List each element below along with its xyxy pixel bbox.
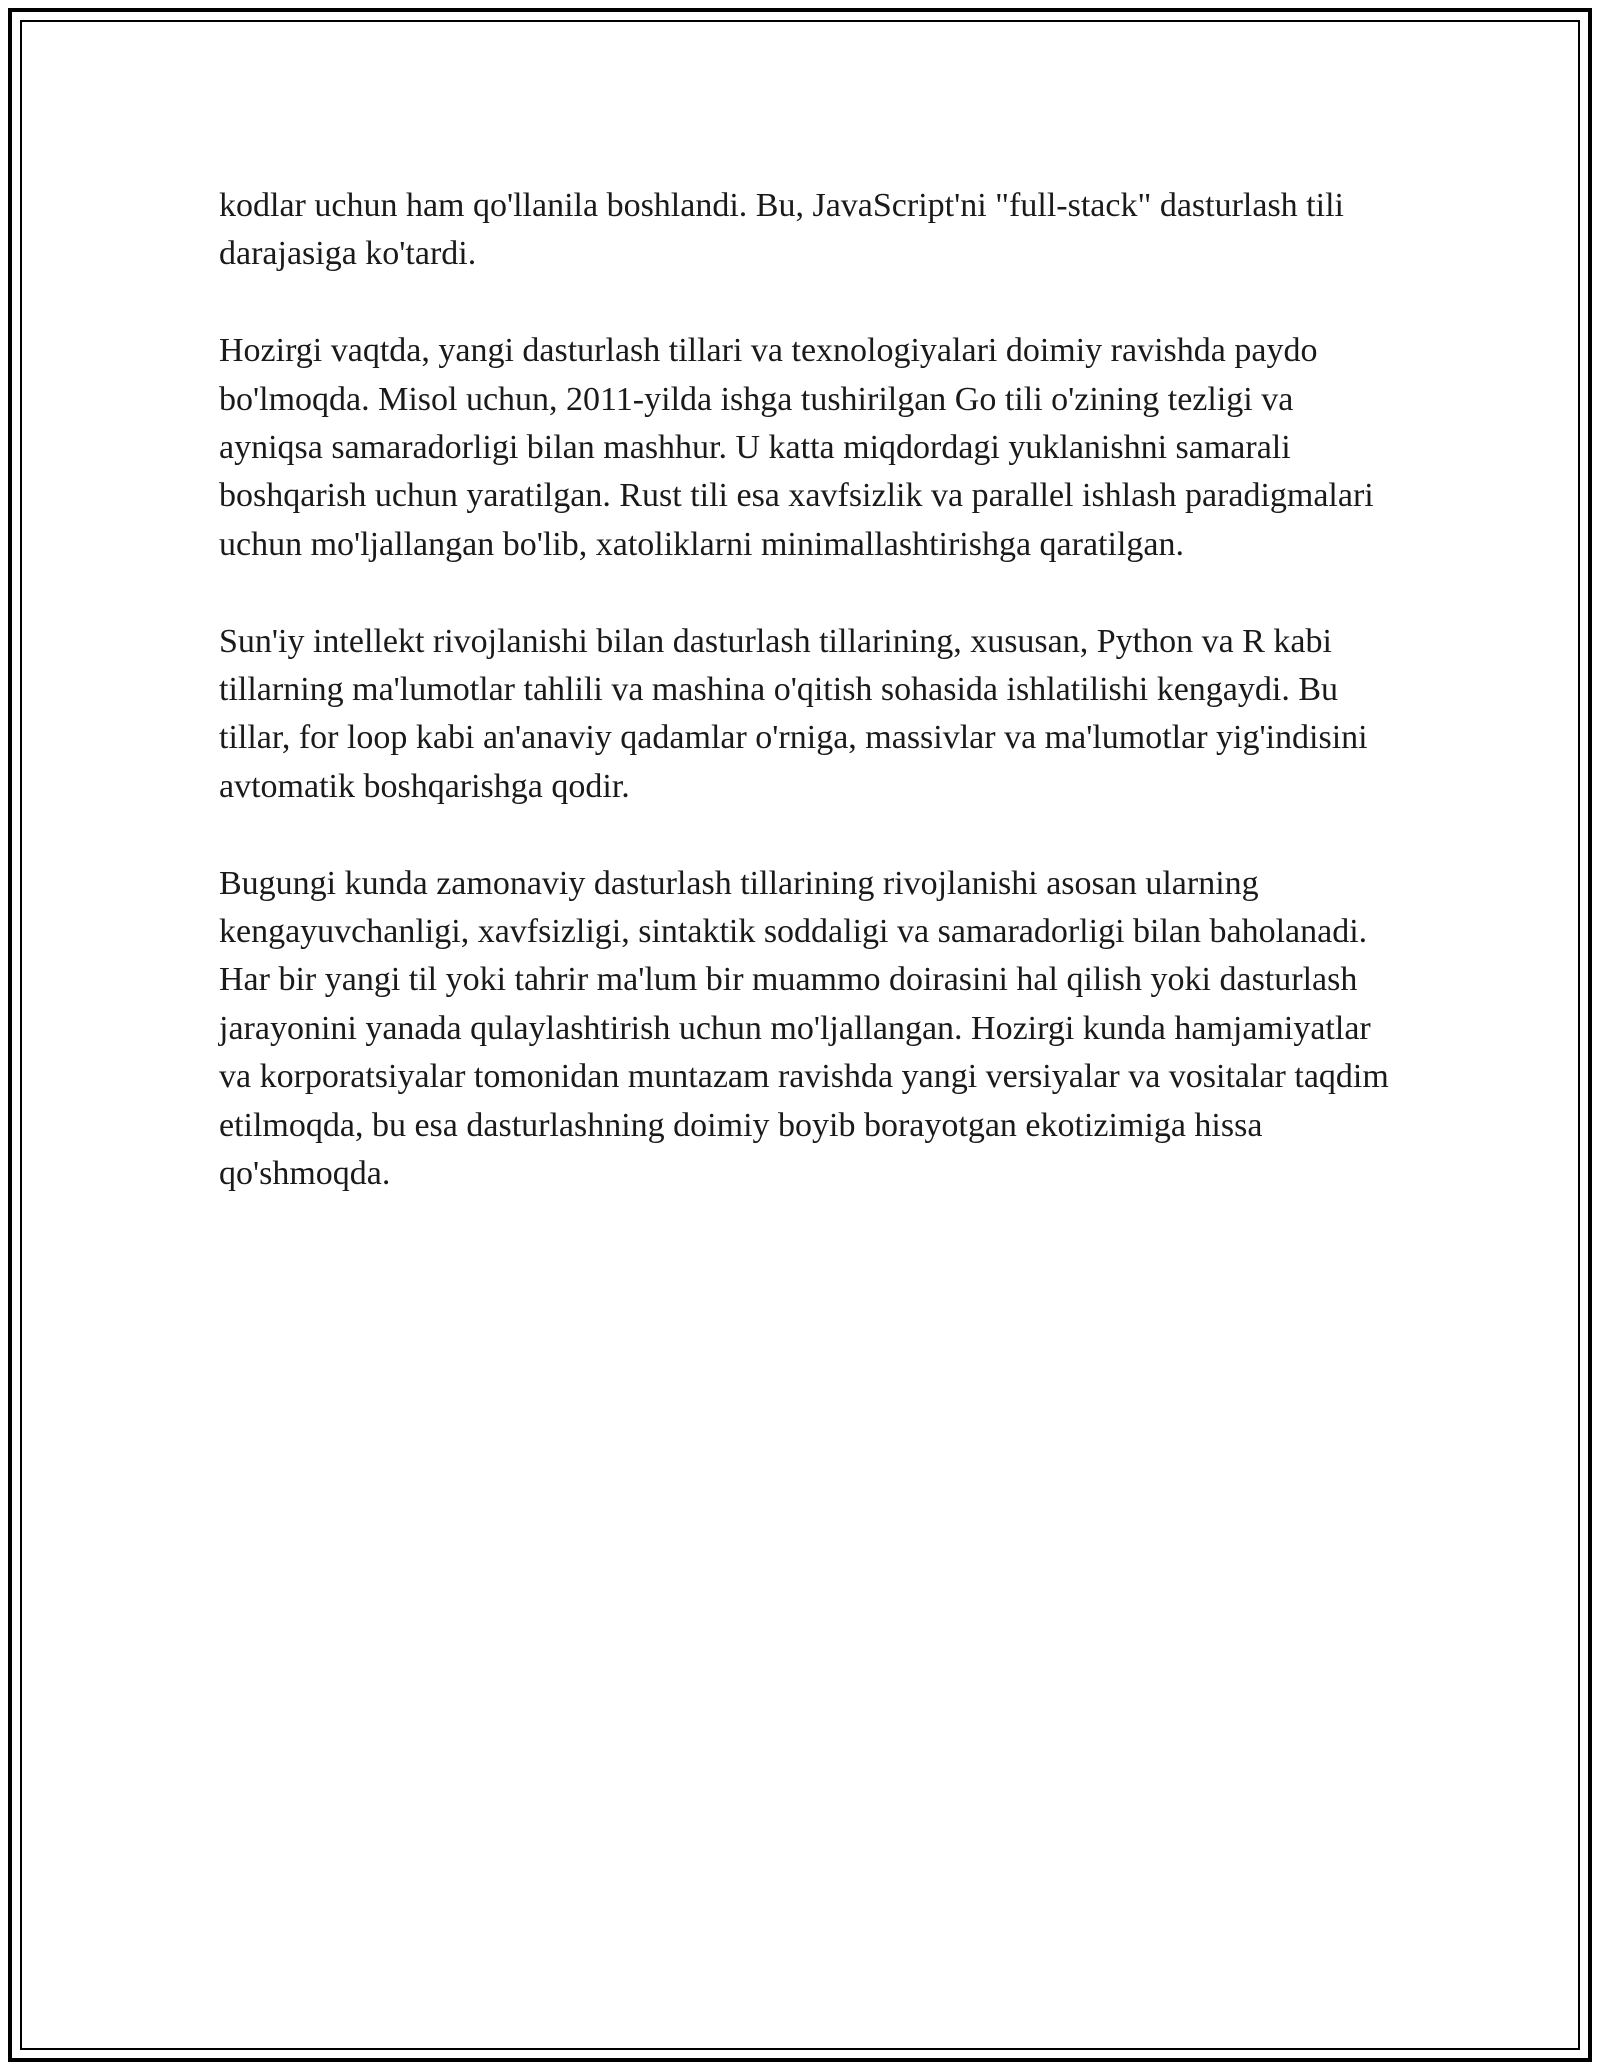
paragraph-ai-data-analysis: Sun'iy intellekt rivojlanishi bilan dasturlash tillarining, xususan, Python va R kabi tillarning ma'lumotlar tahlili va mashina o'qitish sohasida ishlatilishi kengaydi. Bu tillar, for loop kabi an'anaviy qadamlar o'rniga, massivlar va ma'lumotlar yig'indisini avtomatik boshqarishga qodir.	[219, 622, 1368, 805]
paragraph-javascript-fullstack: kodlar uchun ham qo'llanila boshlandi. Bu, JavaScript'ni "full-stack" dasturlash tili darajasiga ko'tardi.	[219, 187, 1344, 273]
paragraph-new-languages: Hozirgi vaqtda, yangi dasturlash tillari va texnologiyalari doimiy ravishda paydo bo'lmoqda. Misol uchun, 2011-yilda ishga tushirilgan Go tili o'zining tezligi va ayniqsa samaradorligi bilan mashhur. U katta miqdordagi yuklanishni samarali boshqarish uchun yaratilgan. Rust tili esa xavfsizlik va parallel ishlash paradigmalari uchun mo'ljallangan bo'lib, xatoliklarni minimallashtirishga qaratilgan.	[219, 332, 1374, 563]
paragraph-modern-development: Bugungi kunda zamonaviy dasturlash tillarining rivojlanishi asosan ularning kengayuvchanligi, xavfsizligi, sintaktik soddaligi va samaradorligi bilan baholanadi. Har bir yangi til yoki tahrir ma'lum bir muammo doirasini hal qilish yoki dasturlash jarayonini yanada qulaylashtirish uchun mo'ljallangan. Hozirgi kunda hamjamiyatlar va korporatsiyalar tomonidan muntazam ravishda yangi versiyalar va vositalar taqdim etilmoqda, bu esa dasturlashning doimiy boyib borayotgan ekotizimiga hissa qo'shmoqda.	[219, 864, 1389, 1193]
document-body	[219, 182, 1399, 1247]
